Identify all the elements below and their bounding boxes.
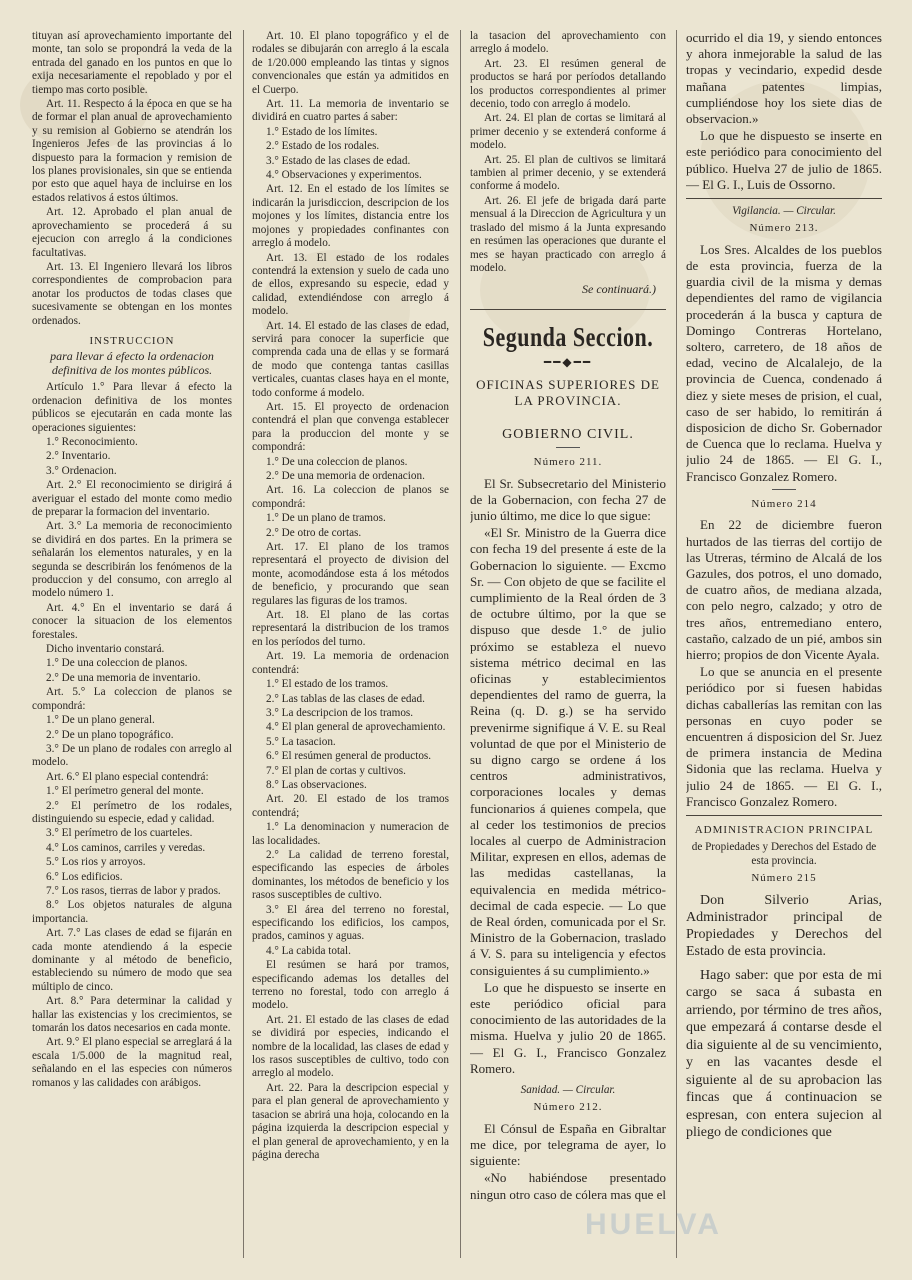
paragraph: Lo que he dispuesto se inserte en este periódico para conocimiento del público. Huelva 27 de julio de 1865. — El G. I., Luis de Ossorno.	[686, 128, 882, 192]
divider	[686, 198, 882, 199]
list-item: 1.° Estado de los límites.	[266, 125, 378, 138]
list-item: 4.° La cabida total.	[266, 944, 351, 957]
notice-number: Número 211.	[533, 456, 603, 469]
section-heading: ADMINISTRACION PRINCIPAL	[694, 823, 874, 836]
list-item: 2.° De un plano topográfico.	[46, 728, 174, 741]
paragraph: El Sr. Subsecretario del Ministerio de la Gobernacion, con fecha 27 de junio último, me dice lo que sigue:	[470, 475, 666, 523]
article: Art. 26. El jefe de brigada dará parte mensual á la Direccion de Agricultura y un traslado del mismo á la Junta expresando en resúmen las operaciones que durante el mes se hayan practicado con arreglo á modelo.	[470, 194, 666, 274]
list-item: 1.° El perímetro general del monte.	[46, 785, 204, 798]
article: Art. 17. El plano de los tramos representará el proyecto de division del monte, acomodándose esta á los métodos de beneficio, y procurando que sean regulares las figuras de los tramos.	[252, 541, 449, 607]
article: Art. 11. La memoria de inventario se dividirá en cuatro partes á saber:	[252, 98, 449, 124]
list-item: 5.° Los rios y arroyos.	[46, 856, 146, 869]
article: Art. 5.° La coleccion de planos se compondrá:	[32, 686, 232, 712]
paragraph: El Cónsul de España en Gibraltar me dice, por telegrama de ayer, lo siguiente:	[470, 1120, 666, 1169]
article: Art. 8.° Para determinar la calidad y hallar las existencias y los crecimientos, se tomarán los datos necesarios en cada monte.	[32, 995, 232, 1035]
list-item: 4.° Los caminos, carriles y veredas.	[46, 841, 206, 854]
article: Art. 21. El estado de las clases de edad se dividirá por especies, indicando el nombre de la localidad, las clases de edad y los rasos susceptibles de cultivo, todo con arreglo al modelo.	[252, 1013, 449, 1080]
paragraph: Lo que he dispuesto se inserte en este periódico oficial para conocimiento de las autoridades de la misma. Huelva y julio 20 de 1865. — El G. I., Francisco Gonzalez Romero.	[470, 979, 666, 1076]
continued-note: Se continuará.)	[582, 282, 656, 297]
column-2	[252, 30, 449, 1258]
article: Art. 12. Aprobado el plan anual de aprovechamiento se procederá á su ejecucion con arreglo á la condiciones facultativas.	[32, 206, 232, 259]
article: Art. 7.° Las clases de edad se fijarán en cada monte atendiendo á la especie dominante y al método de beneficio, estableciendo su número de modo que sea múltiplo de cinco.	[32, 927, 232, 993]
notice-number: Número 213.	[749, 222, 819, 235]
list-item: 6.° El resúmen general de productos.	[266, 750, 432, 763]
lead-paragraph: Don Silverio Arias, Administrador principal de Propiedades y Derechos del Estado de esta provincia.	[686, 892, 882, 959]
paragraph: Hago saber: que por esta de mi cargo se saca á subasta en arriendo, por término de tres años, que empezará á contarse desde el dia siguiente al de su vencimiento, y en las vacantes desde el siguiente al de su aprobacion las fincas que á continuacion se espresan, con entera sujecion al pliego de condiciones que	[686, 967, 882, 1141]
paragraph: Los Sres. Alcaldes de los pueblos de esta provincia, fuerza de la guardia civil de la misma y demas dependientes del ramo de vigilancia procederán á la busca y captura de Domingo Contreras Hortelano, soltero, carretero, de 18 años de edad, vecino de Alcalalejo, de la provincia de Cuenca, condenado á diez y siete meses de prision, el cual, caso de ser habido, lo remitirán á disposicion de dicho Sr. Gobernador de Cuenca que lo reclama. Huelva y julio 24 de 1865. — El G. I., Francisco Gonzalez Romero.	[686, 241, 882, 484]
list-item: 2.° Las tablas de las clases de edad.	[266, 692, 425, 705]
list-item: Dicho inventario constará.	[46, 643, 165, 656]
paragraph: Lo que se anuncia en el presente periódico por si fuesen habidas dichas caballerías las remitan con las personas en cuyo poder se encuentren á disposicion del Sr. Juez de primera instancia de Medina Sidonia que las reclama. Huelva y julio 24 de 1865. — El G. I., Francisco Gonzalez Romero.	[686, 664, 882, 809]
list-item: 7.° El plan de cortas y cultivos.	[266, 764, 406, 777]
article: Art. 4.° En el inventario se dará á conocer la situacion de los elementos forestales.	[32, 601, 232, 641]
list-item: 2.° La calidad de terreno forestal, especificando las especies de árboles dominantes, los métodos de beneficio y los rasos susceptibles de cultivo.	[252, 848, 449, 902]
list-item: 3.° Estado de las clases de edad.	[266, 154, 411, 167]
article: Art. 18. El plano de las cortas representará la distribucion de los tramos en los períodos del turno.	[252, 609, 449, 648]
article: Art. 25. El plan de cultivos se limitará tambien al primer decenio, y se extenderá conforme á modelo.	[470, 153, 666, 193]
subsection-heading: GOBIERNO CIVIL.	[502, 427, 634, 443]
list-item: 4.° El plan general de aprovechamiento.	[266, 721, 446, 734]
section-subheading: de Propiedades y Derechos del Estado de esta provincia.	[691, 841, 877, 867]
paragraph: «No habiéndose presentado ningun otro caso de cólera mas que el	[470, 1170, 666, 1202]
ornament: ━━◆━━	[543, 354, 593, 369]
notice-number: Número 215	[751, 872, 817, 885]
section-title: Segunda Seccion.	[482, 320, 654, 352]
list-item: 1.° De un plano de tramos.	[266, 512, 386, 525]
section-heading: OFICINAS SUPERIORES DE LA PROVINCIA.	[476, 377, 660, 409]
paragraph: El resúmen se hará por tramos, especificando ademas los detalles del terreno no forestal, todo con arreglo á modelo.	[252, 959, 449, 1012]
paragraph: ocurrido el dia 19, y siendo entonces y ahora inmejorable la salud de las tropas y vecindario, expedid desde mañana patentes limpias, cumpliéndose hoy los siete dias de observacion.»	[686, 30, 882, 127]
notice-number: Número 212.	[533, 1101, 603, 1114]
notice-number: Número 214	[751, 497, 817, 510]
paragraph: tituyan así aprovechamiento importante del monte, tan solo se propondrá la veda de la entrada del ganado en los puntos en que lo exija necesariamente el repoblado y por el tiempo mas corto posible.	[32, 30, 232, 96]
list-item: 8.° Los objetos naturales de alguna importancia.	[32, 899, 232, 925]
article: Art. 13. El estado de los rodales contendrá la extension y suelo de cada uno de ellos, expresando su especie, edad y calidad, extendiéndose con arreglo á modelo.	[252, 251, 449, 318]
article: Art. 2.° El reconocimiento se dirigirá á averiguar el estado del monte como medio de preparar la formacion del inventario.	[32, 479, 232, 518]
list-item: 1.° De una coleccion de planos.	[266, 455, 408, 468]
list-item: 1.° De una coleccion de planos.	[46, 657, 188, 670]
article: Art. 10. El plano topográfico y el de rodales se dibujarán con arreglo á la escala de 1/20.000 empleando las tintas y signos convencionales que están ya admitidos en el Cuerpo.	[252, 30, 449, 96]
article: Art. 9.° El plano especial se arreglará á la escala 1/5.000 de la magnitud real, señalando en el las especies con números romanos y las calidades con arábigos.	[32, 1036, 232, 1089]
column-3	[470, 30, 666, 1258]
list-item: 1.° El estado de los tramos.	[266, 678, 389, 691]
article: Art. 24. El plan de cortas se limitará al primer decenio y se extenderá conforme á modelo.	[470, 112, 666, 152]
list-item: 2.° Estado de los rodales.	[266, 140, 380, 153]
column-rule	[460, 30, 461, 1258]
article: Art. 14. El estado de las clases de edad, servirá para conocer la superficie que comprenda cada una de ellas y se formará de modo que contenga tantas casillas verticales, cuantas clases haya en el monte, todo conforme á modelo.	[252, 319, 449, 399]
article: Art. 20. El estado de los tramos contendrá;	[252, 793, 449, 819]
column-4	[686, 30, 882, 1258]
list-item: 2.° El perímetro de los rodales, distinguiendo su especie, edad y calidad.	[32, 799, 232, 825]
short-rule	[556, 447, 580, 448]
list-item: 7.° Los rasos, tierras de labor y prados.	[46, 884, 221, 897]
paragraph: la tasacion del aprovechamiento con arreglo á modelo.	[470, 30, 666, 56]
watermark: HUELVA	[585, 1208, 722, 1241]
article: Art. 23. El resúmen general de productos se hará por períodos detallando los productos correspondientes al primer decenio, todo con arreglo á modelo.	[470, 57, 666, 111]
paragraph: «El Sr. Ministro de la Guerra dice con fecha 19 del presente á este de la Gobernacion lo siguiente. — Excmo Sr. — Con objeto de que se facilite el cumplimiento de la Real órden de 3 de octubre último, por la que se dispuso que desde 1.° de julio próximo se estableza el nuevo sistema métrico decimal en las oficinas y establecimientos dependientes del ramo de guerra, la Reina (q. D. g.) se ha servido prevenirme signifique á V. E. su Real voluntad de que por el Ministerio de su digno cargo se ordene á los centros administrativos, corporaciones locales y demas funcionarios á quienes compela, que al ceder los testimonios de precios locales al cuerpo de Administracion Militar, expresen en ellos, ademas de las medidas castellanas, la equivalencia en medida métrico-decimal de cada especie. — Lo que de Real órden, comunicada por el Sr. Ministro de la Gobernacion, traslado á V. S. para su inteligencia y efectos consiguientes á su cumplimiento.»	[470, 525, 666, 978]
list-item: 2.° De otro de cortas.	[266, 526, 362, 539]
list-item: 3.° Ordenacion.	[46, 464, 117, 477]
article: Art. 6.° El plano especial contendrá:	[46, 770, 209, 783]
short-rule	[772, 489, 796, 490]
divider	[470, 309, 666, 310]
column-rule	[676, 30, 677, 1258]
section-heading: INSTRUCCION	[89, 334, 175, 347]
article: Artículo 1.° Para llevar á efecto la ordenacion definitiva de los montes públicos se ejecutarán en cada monte las operaciones siguientes:	[32, 381, 232, 434]
list-item: 6.° Los edificios.	[46, 870, 123, 883]
list-item: 2.° De una memoria de ordenacion.	[266, 470, 425, 482]
column-1	[32, 30, 232, 1258]
article: Art. 16. La coleccion de planos se compondrá:	[252, 484, 449, 510]
article: Art. 22. Para la descripcion especial y para el plan general de aprovechamiento y tasacion se abrirá una hoja, colocando en la página izquierda la descripcion especial y el plan general de aprovechamiento, y en la página derecha	[252, 1081, 449, 1161]
notice-heading: Vigilancia. — Circular.	[732, 205, 836, 218]
divider	[686, 815, 882, 816]
list-item: 1.° De un plano general.	[46, 714, 155, 727]
paragraph: En 22 de diciembre fueron hurtados de las tierras del cortijo de las Utreras, término de Alcalá de los Gazules, dos potros, el uno domado, de cuatro años, de mediana alzada, con pelo negro, calzado; y otro de tres años, entremediano entero, castaño, calzado de un pié, ambos sin hierro; propios de don Vicente Ayala.	[686, 517, 882, 662]
list-item: 3.° De un plano de rodales con arreglo al modelo.	[32, 742, 232, 769]
list-item: 1.° Reconocimiento.	[46, 435, 138, 448]
column-rule	[243, 30, 244, 1258]
list-item: 2.° De una memoria de inventario.	[46, 671, 201, 684]
list-item: 8.° Las observaciones.	[266, 778, 367, 791]
list-item: 5.° La tasacion.	[266, 735, 336, 748]
article: Art. 19. La memoria de ordenacion contendrá:	[252, 650, 449, 676]
notice-heading: Sanidad. — Circular.	[520, 1084, 616, 1097]
list-item: 3.° El perímetro de los cuarteles.	[46, 827, 193, 840]
article: Art. 13. El Ingeniero llevará los libros correspondientes de comprobacion para anotar los productos de todas clases que sucesivamente se obtengan en los montes ordenados.	[32, 260, 232, 327]
list-item: 4.° Observaciones y experimentos.	[266, 169, 422, 182]
section-subheading: para llevar á efecto la ordenacion definitiva de los montes públicos.	[50, 349, 214, 378]
article: Art. 11. Respecto á la época en que se ha de formar el plan anual de aprovechamiento y su remision al Gobierno se atendrán los Ingenieros Jefes de las provincias á lo dispuesto para la formacion y remision de los planes provisionales, sin que se entienda por esto que aquel haya de incluirse en los estados relativos á estos últimos.	[32, 98, 232, 204]
article: Art. 12. En el estado de los límites se indicarán la jurisdiccion, descripcion de los mojones y los límites, distancia entre los mojones y propiedades confinantes con arreglo á modelo.	[252, 183, 449, 250]
article: Art. 15. El proyecto de ordenacion contendrá el plan que convenga establecer para la produccion del monte y se compondrá:	[252, 400, 449, 454]
list-item: 3.° La descripcion de los tramos.	[266, 706, 414, 719]
list-item: 2.° Inventario.	[46, 450, 111, 463]
list-item: 1.° La denominacion y numeracion de las localidades.	[252, 821, 449, 847]
article: Art. 3.° La memoria de reconocimiento se dividirá en dos partes. En la primera se señalarán los elementos naturales, y en la segunda se describirán los fenómenos de la produccion y del consumo, con arreglo al modelo número 1.	[32, 520, 232, 600]
list-item: 3.° El área del terreno no forestal, especificando los edificios, los campos, prados, caminos y aguas.	[252, 903, 449, 943]
